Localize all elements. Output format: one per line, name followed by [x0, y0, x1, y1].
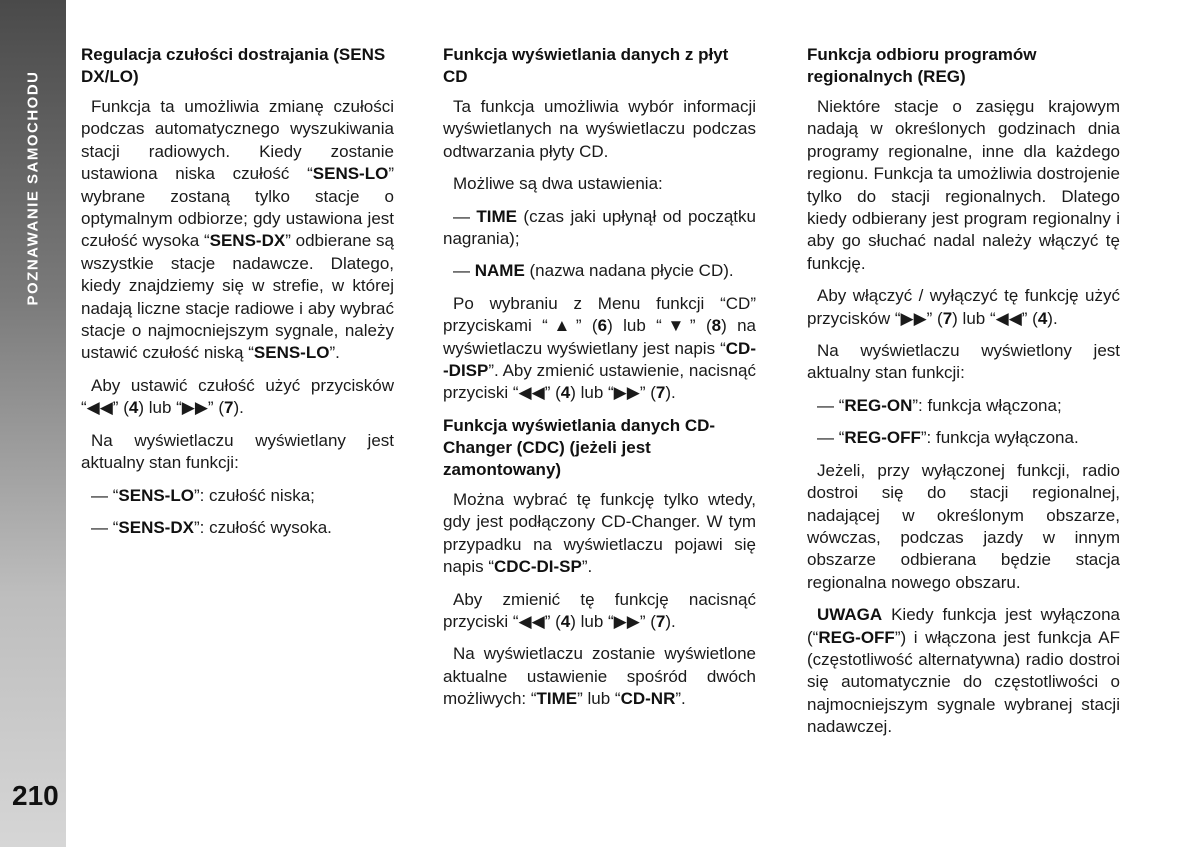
- heading-sens: Regulacja czułości dostrajania (SENS DX/LO): [81, 45, 386, 86]
- list-item: — “SENS-LO”: czułość niska;: [91, 485, 315, 505]
- heading-cd-display: Funkcja wyświetlania danych z płyt CD: [443, 45, 729, 86]
- warning-paragraph: UWAGA Kiedy funkcja jest wyłączona (“REG-OFF”) i włączona jest funkcja AF (częstotliwość alternatywna) radio dostroi się automatycznie do częstotliwości o najmocniejszym sygnale wybranej stacji nadawczej.: [807, 605, 1120, 737]
- list-item: — “REG-OFF”: funkcja wyłączona.: [817, 428, 1079, 448]
- list-item: — NAME (nazwa nadana płycie CD).: [453, 261, 734, 281]
- list-item: — TIME (czas jaki upłynął od początku nagrania);: [443, 206, 756, 249]
- paragraph: Po wybraniu z Menu funkcji “CD” przyciskami “▲” (6) lub “▼” (8) na wyświetlaczu wyświetlany jest napis “CD--DISP”. Aby zmienić ustawienie, nacisnąć przyciski “◀◀” (4) lub “▶▶” (7).: [443, 293, 757, 403]
- column-sens: [81, 44, 394, 549]
- paragraph: Na wyświetlaczu wyświetlony jest aktualny stan funkcji:: [807, 341, 1120, 383]
- heading-cdc-display: Funkcja wyświetlania danych CD-Changer (CDC) (jeżeli jest zamontowany): [443, 415, 716, 479]
- list-item: — “REG-ON”: funkcja włączona;: [817, 395, 1062, 415]
- column-reg: [807, 44, 1120, 749]
- section-sidebar: [0, 0, 66, 847]
- paragraph: Funkcja ta umożliwia zmianę czułości podczas automatycznego wyszukiwania stacji radiowych. Kiedy zostanie ustawiona niska czułość “SENS-LO” wybrane zostaną tylko stacje o optymalnym odbiorze; gdy ustawiona jest czułość wysoka “SENS-DX” odbierane są wszystkie stacje nadawcze. Dlatego, kiedy znajdziemy się w strefie, w której nadają liczne stacje radiowe i aby wybrać stacje o najmocniejszym sygnale, należy ustawić czułość niską “SENS-LO”.: [81, 97, 394, 363]
- section-title: POZNAWANIE SAMOCHODU: [24, 70, 42, 306]
- list-item: — “SENS-DX”: czułość wysoka.: [91, 517, 332, 537]
- paragraph: Na wyświetlaczu wyświetlany jest aktualny stan funkcji:: [81, 430, 394, 473]
- paragraph: Możliwe są dwa ustawienia:: [453, 174, 663, 194]
- paragraph: Można wybrać tę funkcję tylko wtedy, gdy jest podłączony CD-Changer. W tym przypadku na wyświetlaczu pojawi się napis “CDC-DI-SP”.: [443, 489, 756, 577]
- page-number: 210: [12, 780, 59, 811]
- paragraph: Jeżeli, przy wyłączonej funkcji, radio dostroi się do stacji regionalnej, nadającej w określonym obszarze, wówczas, podczas jazdy w innym obszarze odbierana będzie stacja regionalna nowego obszaru.: [807, 460, 1120, 592]
- heading-reg: Funkcja odbioru programów regionalnych (REG): [807, 45, 1037, 86]
- column-cd-display: [443, 44, 756, 721]
- paragraph: Ta funkcja umożliwia wybór informacji wyświetlanych na wyświetlaczu podczas odtwarzania płyty CD.: [443, 97, 756, 161]
- paragraph: Aby zmienić tę funkcję nacisnąć przyciski “◀◀” (4) lub “▶▶” (7).: [443, 589, 756, 631]
- paragraph: Na wyświetlaczu zostanie wyświetlone aktualne ustawienie spośród dwóch możliwych: “TIME” lub “CD-NR”.: [443, 644, 756, 709]
- paragraph: Aby włączyć / wyłączyć tę funkcję użyć przycisków “▶▶” (7) lub “◀◀” (4).: [807, 286, 1120, 328]
- paragraph: Aby ustawić czułość użyć przycisków “◀◀” (4) lub “▶▶” (7).: [81, 375, 394, 418]
- paragraph: Niektóre stacje o zasięgu krajowym nadają w określonych godzinach dnia programy regionalne, inne dla każdego regionu. Funkcja ta umożliwia dostrojenie tylko do stacji regionalnych. Dlatego kiedy odbierany jest program regionalny i aby go słuchać nadal należy włączyć tę funkcję.: [807, 97, 1120, 273]
